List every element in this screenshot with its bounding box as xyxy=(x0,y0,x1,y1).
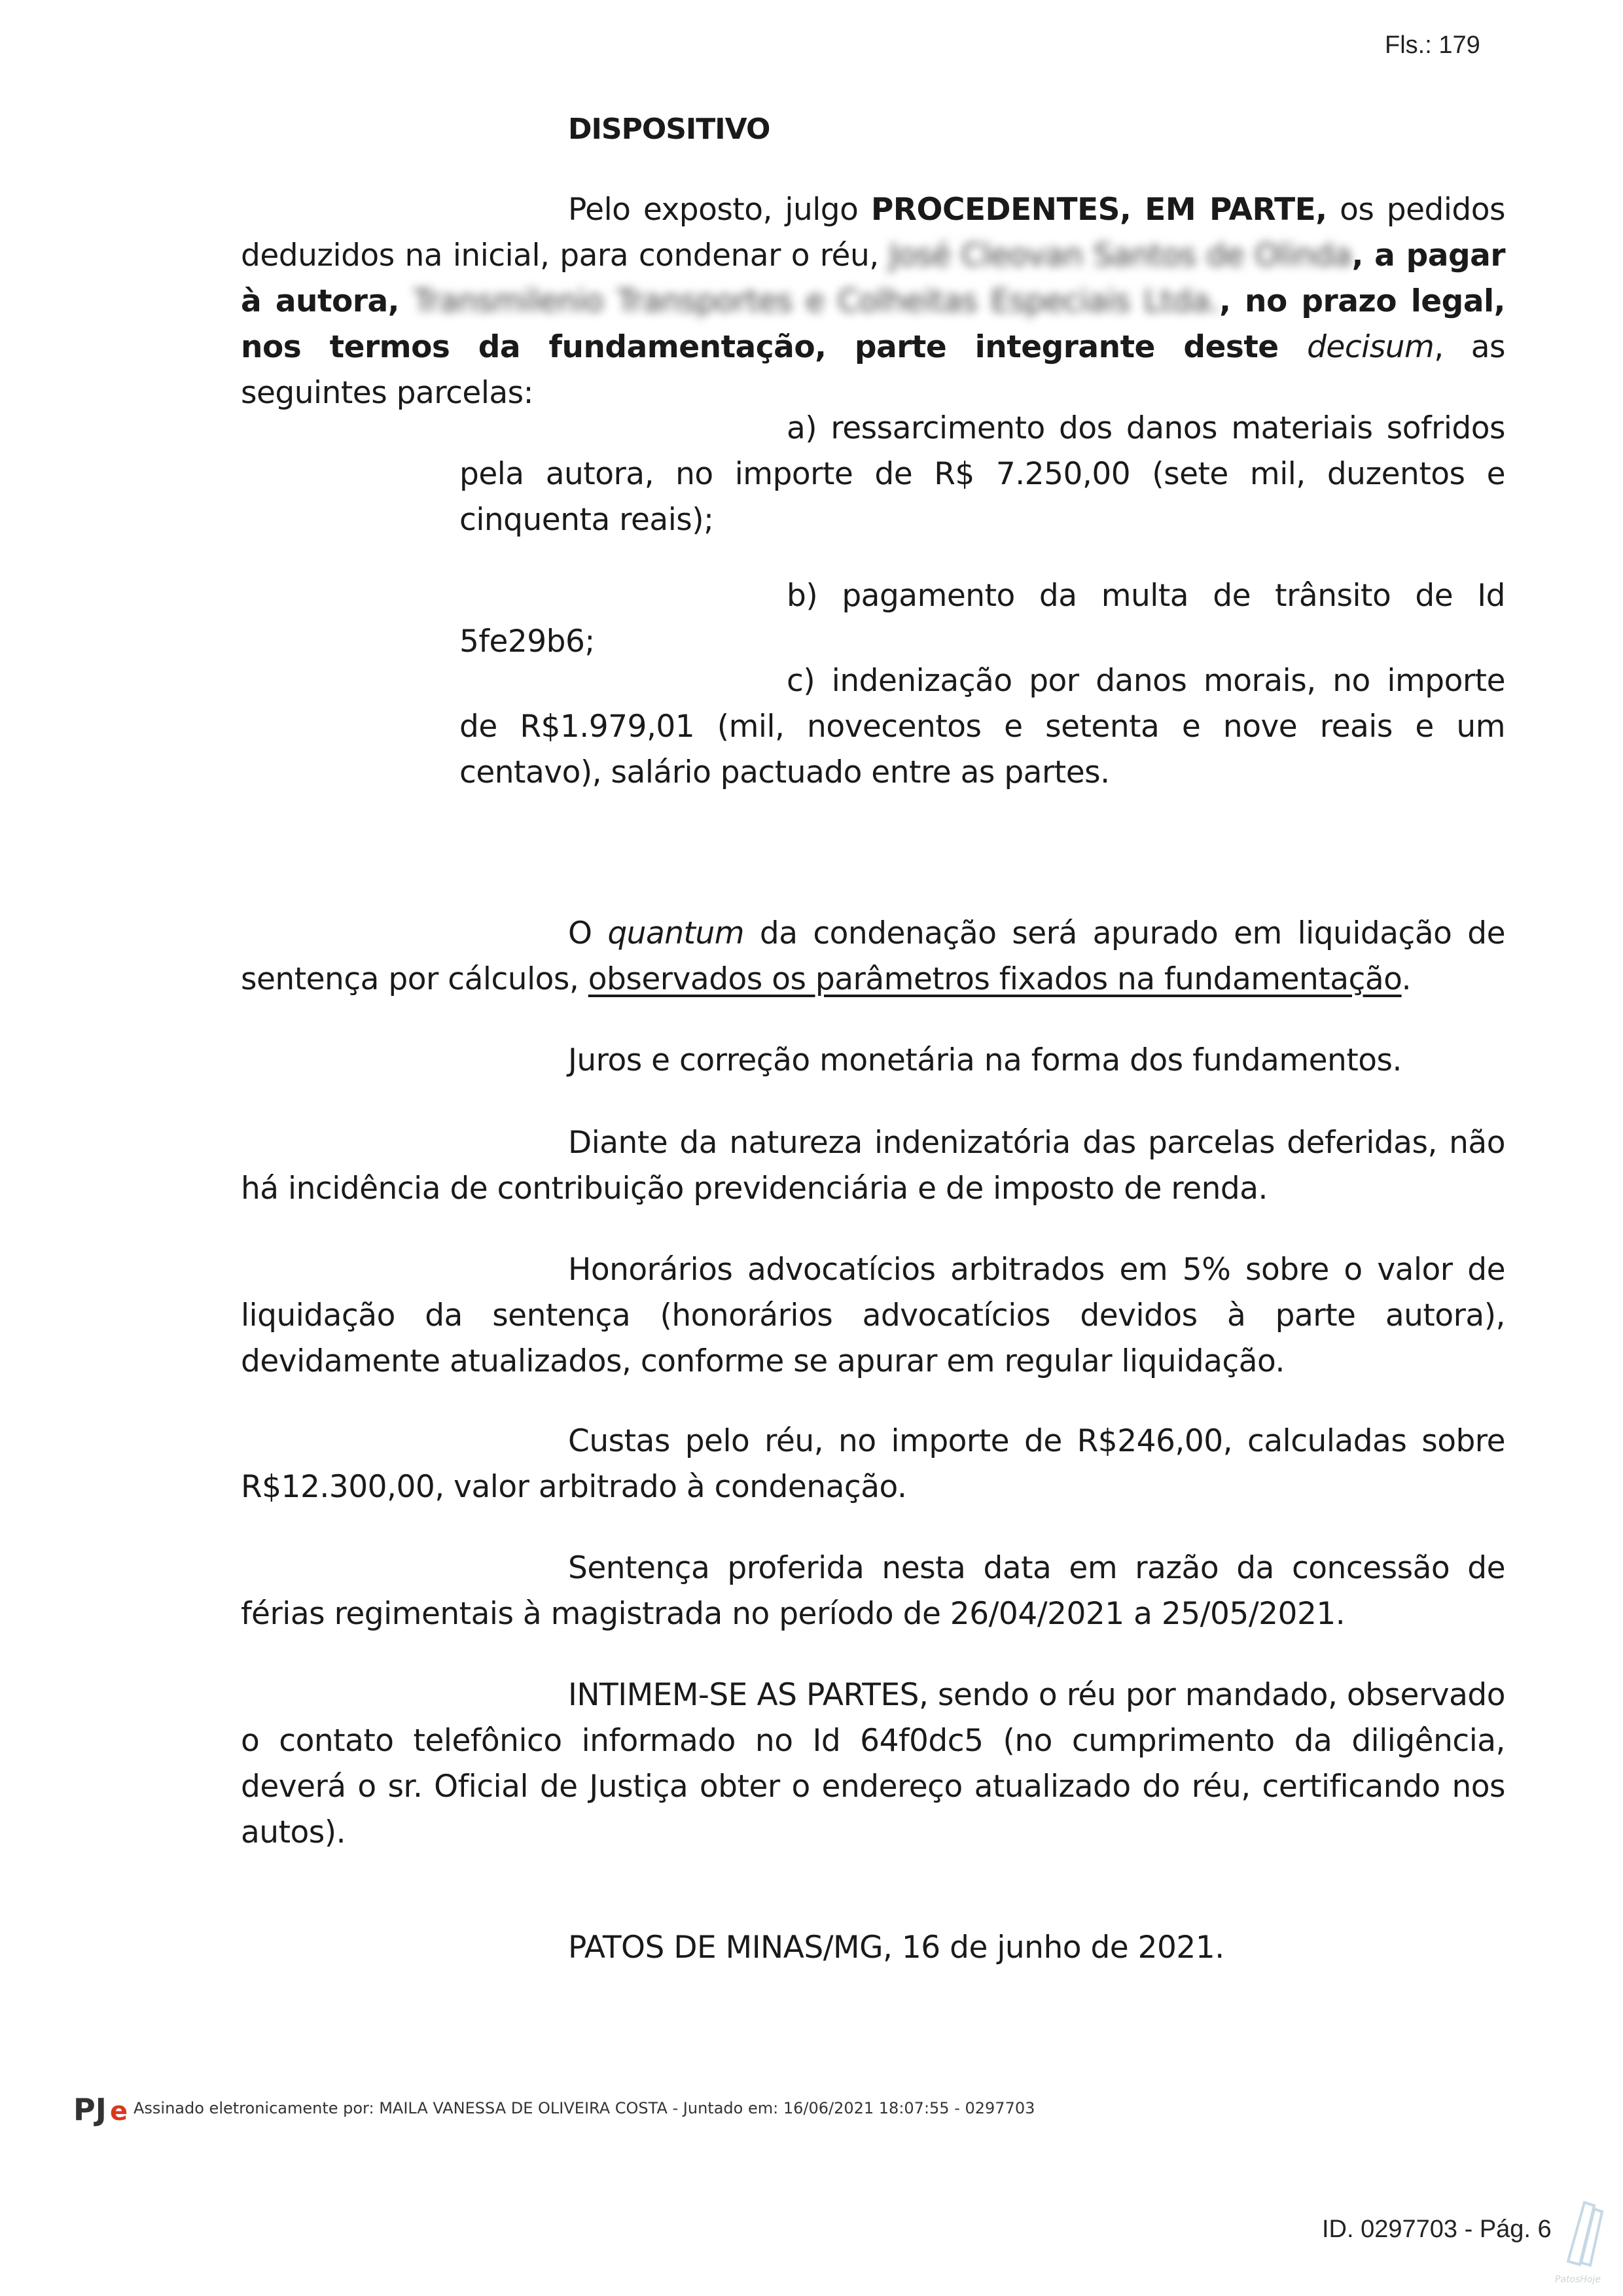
quantum-italic: quantum xyxy=(607,915,745,951)
redacted-plaintiff-name: Transmilenio Transportes e Colheitas Especiais Ltda. xyxy=(413,283,1220,319)
p1-bold: PROCEDENTES, EM PARTE, xyxy=(870,192,1327,228)
pje-logo-text-e: e xyxy=(110,2096,128,2127)
p1-end: , as seguintes parcelas: xyxy=(241,329,1505,411)
quantum-end: . xyxy=(1401,961,1412,997)
quantum-pre: O xyxy=(568,915,608,951)
paragraph-quantum xyxy=(241,911,1505,1002)
p1-mid3: , no prazo legal, nos termos da fundamentação, parte integrante deste xyxy=(241,283,1506,365)
paragraph-dispositivo xyxy=(241,187,1505,416)
p1-mid1: os pedidos deduzidos na inicial, para condenar o réu, xyxy=(241,192,1505,274)
paragraph-natureza: Diante da natureza indenizatória das parcelas deferidas, não há incidência de contribuição previdenciária e de imposto de renda. xyxy=(241,1125,1505,1207)
p1-pre: Pelo exposto, julgo xyxy=(568,192,871,228)
section-heading: DISPOSITIVO xyxy=(568,113,770,146)
redacted-defendant-name: José Cleovan Santos de Olinda xyxy=(889,238,1352,274)
pje-logo-text-p: PJ xyxy=(73,2092,107,2127)
pje-logo-icon xyxy=(73,2091,131,2127)
electronic-signature: Assinado eletronicamente por: MAILA VANESSA DE OLIVEIRA COSTA - Juntado em: 16/06/2021 18:07:55 - 0297703 xyxy=(134,2099,1035,2117)
item-c: c) indenização por danos morais, no importe de R$1.979,01 (mil, novecentos e setenta e nove reais e um centavo), salário pactuado entre as partes. xyxy=(459,663,1505,790)
p1-italic: decisum xyxy=(1307,329,1435,365)
p1-mid2: , a pagar à autora, xyxy=(241,238,1505,319)
item-b: b) pagamento da multa de trânsito de Id 5fe29b6; xyxy=(459,578,1505,660)
quantum-underlined: observados os parâmetros fixados na fundamentação xyxy=(588,961,1402,997)
place-and-date: PATOS DE MINAS/MG, 16 de junho de 2021. xyxy=(568,1930,1224,1966)
svg-text:PatosHoje: PatosHoje xyxy=(1555,2274,1601,2285)
paragraph-juros: Juros e correção monetária na forma dos fundamentos. xyxy=(568,1042,1402,1078)
page-id: ID. 0297703 - Pág. 6 xyxy=(1322,2216,1552,2243)
folio-number: Fls.: 179 xyxy=(1385,31,1480,59)
paragraph-intimem: INTIMEM-SE AS PARTES, sendo o réu por mandado, observado o contato telefônico informado no Id 64f0dc5 (no cumprimento da diligência, deverá o sr. Oficial de Justiça obter o endereço atualizado do réu, certificando nos autos). xyxy=(241,1677,1505,1850)
watermark-logo-icon xyxy=(1548,2189,1614,2287)
quantum-mid: da condenação será apurado em liquidação de sentença por cálculos, xyxy=(241,915,1506,997)
item-a: a) ressarcimento dos danos materiais sofridos pela autora, no importe de R$ 7.250,00 (sete mil, duzentos e cinquenta reais); xyxy=(459,410,1505,538)
paragraph-sentenca: Sentença proferida nesta data em razão da concessão de férias regimentais à magistrada no período de 26/04/2021 a 25/05/2021. xyxy=(241,1550,1505,1632)
paragraph-honorarios: Honorários advocatícios arbitrados em 5% sobre o valor de liquidação da sentença (honorários advocatícios devidos à parte autora), devidamente atualizados, conforme se apurar em regular liquidação. xyxy=(241,1252,1505,1379)
paragraph-custas: Custas pelo réu, no importe de R$246,00, calculadas sobre R$12.300,00, valor arbitrado à condenação. xyxy=(241,1423,1505,1505)
